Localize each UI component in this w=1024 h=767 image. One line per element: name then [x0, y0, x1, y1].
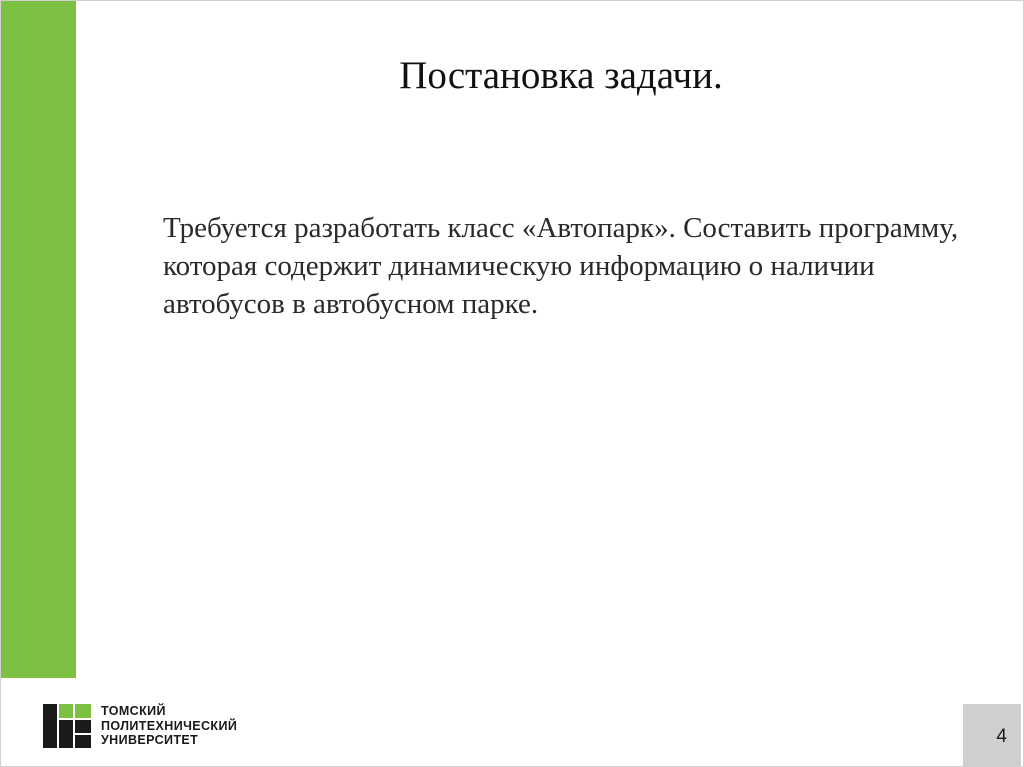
slide-title: Постановка задачи. [399, 54, 723, 97]
logo-wordmark [101, 704, 237, 748]
accent-green-bar [1, 1, 76, 678]
logo-line-1: ТОМСКИЙ [101, 704, 166, 719]
logo-line-2: ПОЛИТЕХНИЧЕСКИЙ [101, 718, 238, 733]
university-logo [43, 704, 237, 748]
tpu-logo-icon [43, 704, 91, 748]
page-number: 4 [996, 726, 1007, 747]
slide-body-text: Требуется разработать класс «Автопарк». Составить программу, которая содержит динамическую информацию о наличии автобусов в автобусном парке. [163, 212, 959, 320]
page-number-box [963, 704, 1021, 766]
logo-line-3: УНИВЕРСИТЕТ [101, 733, 199, 748]
